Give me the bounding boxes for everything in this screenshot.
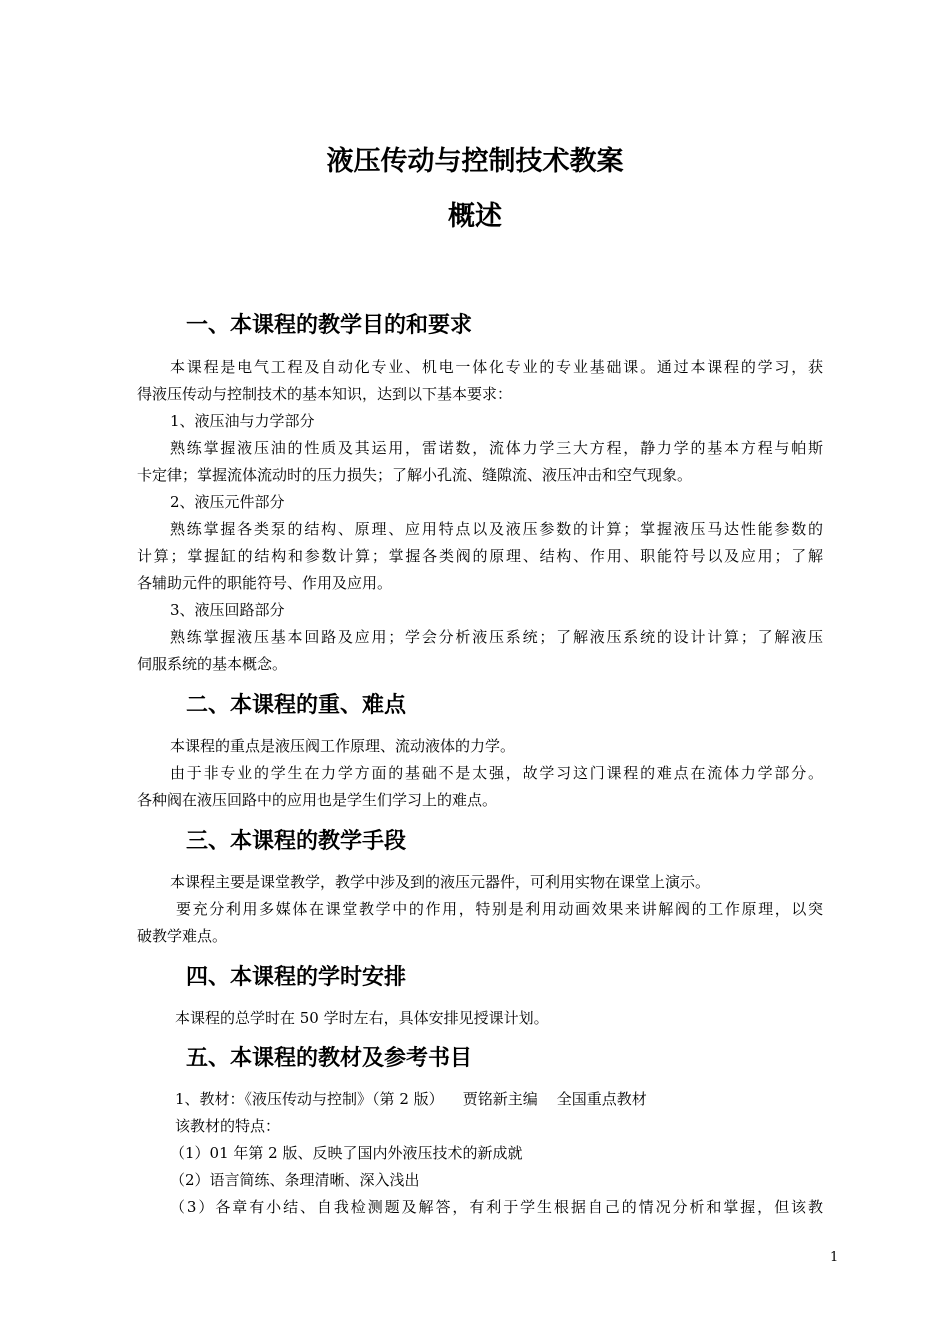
paragraph: 该教材的特点： <box>175 1117 281 1135</box>
paragraph: 卡定律；掌握流体流动时的压力损失；了解小孔流、缝隙流、液压冲击和空气现象。 <box>137 466 693 484</box>
paragraph: 熟练掌握液压基本回路及应用；学会分析液压系统；了解液压系统的设计计算；了解液压 <box>170 628 823 646</box>
paragraph: 各辅助元件的职能符号、作用及应用。 <box>137 574 393 592</box>
paragraph: 由于非专业的学生在力学方面的基础不是太强，故学习这门课程的难点在流体力学部分。 <box>170 764 823 782</box>
paragraph: 本课程是电气工程及自动化专业、机电一体化专业的专业基础课。通过本课程的学习，获 <box>170 358 823 376</box>
paragraph: 熟练掌握液压油的性质及其运用，雷诺数，流体力学三大方程，静力学的基本方程与帕斯 <box>170 439 823 457</box>
paragraph: 计算；掌握缸的结构和参数计算；掌握各类阀的原理、结构、作用、职能符号以及应用；了解 <box>137 547 823 565</box>
section-heading-4: 四、本课程的学时安排 <box>186 965 407 990</box>
paragraph: 熟练掌握各类泵的结构、原理、应用特点以及液压参数的计算；掌握液压马达性能参数的 <box>170 520 823 538</box>
paragraph: 得液压传动与控制技术的基本知识，达到以下基本要求： <box>137 385 513 403</box>
document-subtitle: 概述 <box>448 201 502 232</box>
textbook-entry: 1、教材：《液压传动与控制》（第 2 版） 贾铭新主编 全国重点教材 <box>175 1090 647 1108</box>
paragraph: 各种阀在液压回路中的应用也是学生们学习上的难点。 <box>137 791 498 809</box>
section-heading-5: 五、本课程的教材及参考书目 <box>186 1046 473 1071</box>
paragraph: 破教学难点。 <box>137 927 228 945</box>
list-item: （1）01 年第 2 版、反映了国内外液压技术的新成就 <box>170 1144 523 1162</box>
section-heading-1: 一、本课程的教学目的和要求 <box>186 313 473 338</box>
paragraph: 伺服系统的基本概念。 <box>137 655 288 673</box>
list-item: （2）语言简练、条理清晰、深入浅出 <box>170 1171 420 1189</box>
paragraph: 本课程的重点是液压阀工作原理、流动液体的力学。 <box>170 737 516 755</box>
paragraph: 本课程主要是课堂教学，教学中涉及到的液压元器件，可利用实物在课堂上演示。 <box>170 873 711 891</box>
section-heading-2: 二、本课程的重、难点 <box>186 693 407 718</box>
paragraph: 本课程的总学时在 50 学时左右，具体安排见授课计划。 <box>175 1009 549 1027</box>
page-number: 1 <box>830 1250 839 1265</box>
section-heading-3: 三、本课程的教学手段 <box>186 829 407 854</box>
document-title: 液压传动与控制技术教案 <box>326 146 624 177</box>
list-item-heading: 3、液压回路部分 <box>170 601 285 619</box>
list-item-heading: 1、液压油与力学部分 <box>170 412 315 430</box>
list-item: （3）各章有小结、自我检测题及解答，有利于学生根据自己的情况分析和掌握，但该教 <box>170 1198 823 1216</box>
list-item-heading: 2、液压元件部分 <box>170 493 285 511</box>
paragraph: 要充分利用多媒体在课堂教学中的作用，特别是利用动画效果来讲解阀的工作原理，以突 <box>176 900 823 918</box>
